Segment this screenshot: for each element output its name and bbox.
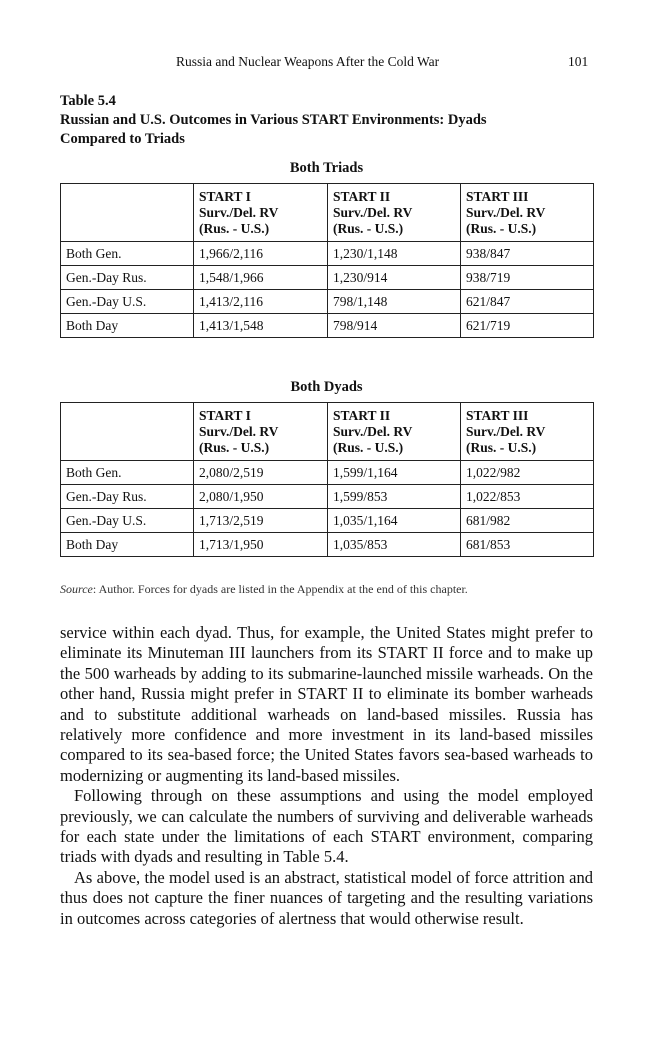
source-label: Source [60,582,93,596]
cell-value: 938/719 [461,266,594,290]
table-header-row [61,403,594,461]
table-header-row [61,184,594,242]
cell-value: 1,035/1,164 [328,509,461,533]
header-start-2: START II Surv./Del. RV (Rus. - U.S.) [328,184,461,242]
table-row [61,485,594,509]
table-dyads [60,402,594,557]
cell-value: 1,599/1,164 [328,461,461,485]
table-title-line-1: Russian and U.S. Outcomes in Various START Environments: Dyads [60,112,487,128]
cell-value: 1,035/853 [328,533,461,557]
table-title-line-2: Compared to Triads [60,131,185,147]
row-label: Gen.-Day Rus. [61,266,194,290]
cell-value: 1,713/2,519 [194,509,328,533]
cell-value: 1,599/853 [328,485,461,509]
cell-value: 621/719 [461,314,594,338]
cell-value: 938/847 [461,242,594,266]
cell-value: 1,230/1,148 [328,242,461,266]
row-label: Gen.-Day U.S. [61,509,194,533]
table-row [61,461,594,485]
cell-value: 1,230/914 [328,266,461,290]
cell-value: 1,413/1,548 [194,314,328,338]
cell-value: 798/914 [328,314,461,338]
cell-value: 1,966/2,116 [194,242,328,266]
cell-value: 621/847 [461,290,594,314]
cell-value: 1,713/1,950 [194,533,328,557]
table-caption [60,92,600,149]
paragraph: service within each dyad. Thus, for example, the United States might prefer to eliminate its Minuteman III launchers from its START II force and to make up the 500 warheads by adding to its submarine-launched missile warheads. On the other hand, Russia might prefer in START II to eliminate its bomber warheads and to substitute additional warheads on land-based missiles. Russia has relatively more confidence and more investment in its land-based missiles compared to its sea-based force; the United States favors sea-based warheads to modernizing or augmenting its land-based missiles. [60,623,593,785]
table-row [61,314,594,338]
cell-value: 681/853 [461,533,594,557]
header-start-2: START II Surv./Del. RV (Rus. - U.S.) [328,403,461,461]
header-start-3: START III Surv./Del. RV (Rus. - U.S.) [461,184,594,242]
group-title-triads: Both Triads [289,160,364,176]
source-text: : Author. Forces for dyads are listed in the Appendix at the end of this chapter. [92,582,468,596]
cell-value: 2,080/1,950 [194,485,328,509]
cell-value: 2,080/2,519 [194,461,328,485]
row-label: Both Gen. [61,242,194,266]
running-head-title: Russia and Nuclear Weapons After the Cold War [176,54,440,69]
row-label: Gen.-Day Rus. [61,485,194,509]
table-row [61,509,594,533]
table-row [61,242,594,266]
body-text [60,623,593,929]
paragraph: As above, the model used is an abstract, statistical model of force attrition and thus does not capture the finer nuances of targeting and the resulting variations in outcomes across categories of alertness that would otherwise result. [60,867,593,928]
table-number: Table 5.4 [60,93,116,109]
row-label: Both Day [61,533,194,557]
group-title-dyads: Both Dyads [290,379,363,395]
cell-value: 1,413/2,116 [194,290,328,314]
table-row [61,533,594,557]
row-label: Both Gen. [61,461,194,485]
header-blank-cell [61,184,194,242]
row-label: Both Day [61,314,194,338]
table-triads [60,183,594,338]
header-start-3: START III Surv./Del. RV (Rus. - U.S.) [461,403,594,461]
header-blank-cell [61,403,194,461]
header-start-1: START I Surv./Del. RV (Rus. - U.S.) [194,403,328,461]
header-start-1: START I Surv./Del. RV (Rus. - U.S.) [194,184,328,242]
table-row [61,266,594,290]
row-label: Gen.-Day U.S. [61,290,194,314]
cell-value: 1,022/853 [461,485,594,509]
cell-value: 798/1,148 [328,290,461,314]
cell-value: 681/982 [461,509,594,533]
cell-value: 1,022/982 [461,461,594,485]
page-number: 101 [568,54,589,69]
paragraph: Following through on these assumptions and using the model employed previously, we can calculate the numbers of surviving and deliverable warheads for each state under the limitations of each START environment, comparing triads with dyads and resulting in Table 5.4. [60,786,593,867]
table-source-note [60,582,600,597]
cell-value: 1,548/1,966 [194,266,328,290]
table-row [61,290,594,314]
running-head [0,54,650,74]
